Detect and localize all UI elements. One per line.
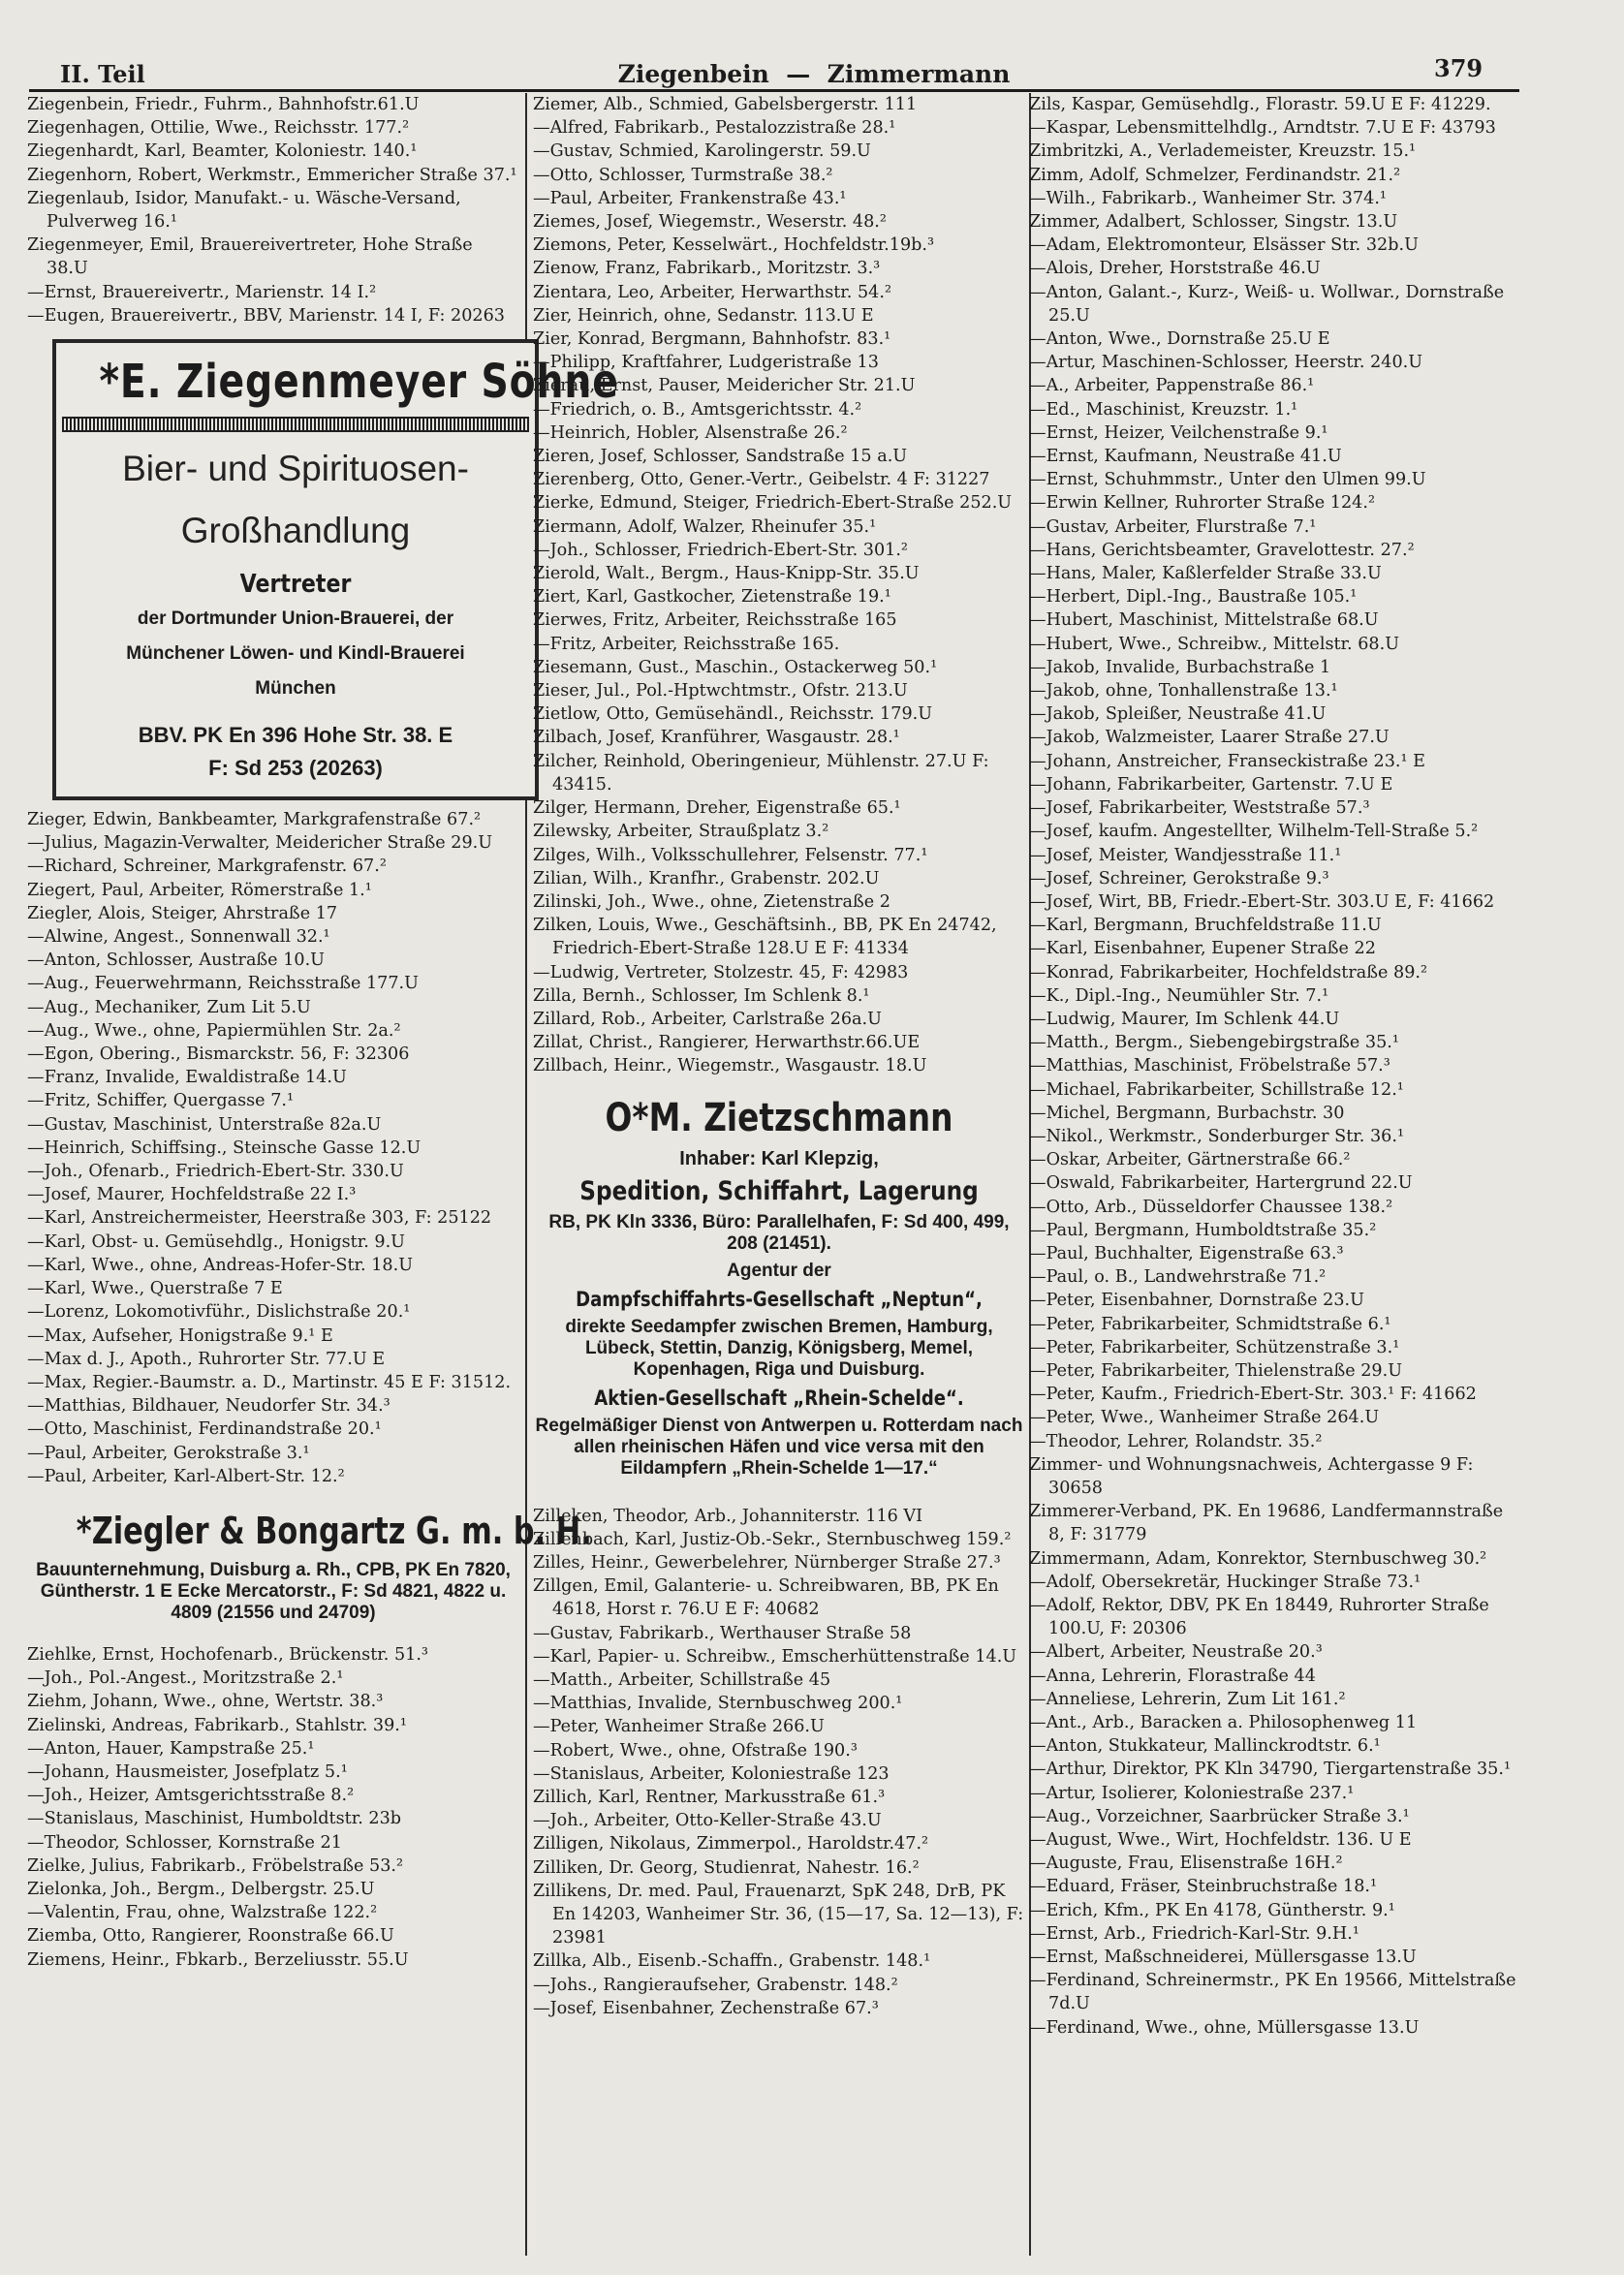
directory-entry: —Wilh., Fabrikarb., Wanheimer Str. 374.¹ xyxy=(1029,188,1387,208)
directory-entry: —Valentin, Frau, ohne, Walzstraße 122.² xyxy=(27,1903,378,1923)
directory-entry: —Michel, Bergmann, Burbachstr. 30 xyxy=(1029,1103,1345,1123)
directory-entry: —Ant., Arb., Baracken a. Philosophenweg 11 xyxy=(1029,1713,1418,1733)
directory-entry: Ziesemann, Gust., Maschin., Ostackerweg 50.¹ xyxy=(533,657,938,677)
directory-entry: Zillgen, Emil, Galanterie- u. Schreibwaren, BB, PK En 4618, Horst r. 76.U E F: 40682 xyxy=(533,1576,999,1620)
directory-entry: —Auguste, Frau, Elisenstraße 16H.² xyxy=(1029,1854,1343,1874)
directory-entry: —Paul, Buchhalter, Eigenstraße 63.³ xyxy=(1029,1243,1344,1263)
directory-entry: Zilinski, Joh., Wwe., ohne, Zietenstraße 2 xyxy=(533,891,890,912)
directory-entry: —Alois, Dreher, Horststraße 46.U xyxy=(1029,259,1321,279)
directory-entry: Zilian, Wilh., Kranfhr., Grabenstr. 202.U xyxy=(533,868,880,888)
directory-entry: —Adam, Elektromonteur, Elsässer Str. 32b.U xyxy=(1029,235,1419,256)
entry-list xyxy=(27,808,517,1488)
directory-entry: —Max, Aufseher, Honigstraße 9.¹ E xyxy=(27,1325,333,1346)
directory-entry: —Hubert, Maschinist, Mittelstraße 68.U xyxy=(1029,610,1379,631)
directory-entry: Zilligen, Nikolaus, Zimmerpol., Haroldstr.47.² xyxy=(533,1834,929,1854)
directory-entry: —Josef, Meister, Wandjesstraße 11.¹ xyxy=(1029,845,1342,865)
advert-owner: Inhaber: Karl Klepzig, xyxy=(679,1147,879,1169)
directory-entry: Zillat, Christ., Rangierer, Herwarthstr.66.UE xyxy=(533,1033,921,1053)
directory-entry: Ziegler, Alois, Steiger, Ahrstraße 17 xyxy=(27,903,338,923)
directory-entry: —Ernst, Arb., Friedrich-Karl-Str. 9.H.¹ xyxy=(1029,1923,1359,1944)
directory-entry: —Josef, Wirt, BB, Friedr.-Ebert-Str. 303.U E, F: 41662 xyxy=(1029,891,1495,912)
column-2 xyxy=(533,93,1025,2020)
directory-entry: —Karl, Eisenbahner, Eupener Straße 22 xyxy=(1029,939,1376,959)
directory-entry: —Paul, Arbeiter, Frankenstraße 43.¹ xyxy=(533,188,847,208)
directory-entry: —Heinrich, Hobler, Alsenstraße 26.² xyxy=(533,422,848,443)
directory-entry: —Paul, o. B., Landwehrstraße 71.² xyxy=(1029,1267,1327,1288)
directory-entry: —Adolf, Obersekretär, Huckinger Straße 73.¹ xyxy=(1029,1572,1421,1592)
directory-entry: Zilewsky, Arbeiter, Straußplatz 3.² xyxy=(533,822,829,842)
directory-entry: —Matth., Arbeiter, Schillstraße 45 xyxy=(533,1669,831,1690)
directory-entry: —Gustav, Schmied, Karolingerstr. 59.U xyxy=(533,141,871,162)
directory-entry: —Fritz, Schiffer, Quergasse 7.¹ xyxy=(27,1091,295,1111)
directory-entry: —Peter, Fabrikarbeiter, Thielenstraße 29.U xyxy=(1029,1360,1403,1381)
directory-entry: Zier, Konrad, Bergmann, Bahnhofstr. 83.¹ xyxy=(533,329,891,350)
directory-entry: Ziegenhardt, Karl, Beamter, Koloniestr. 140.¹ xyxy=(27,141,418,162)
directory-entry: —Karl, Wwe., Querstraße 7 E xyxy=(27,1279,283,1299)
directory-entry: —Robert, Wwe., ohne, Ofstraße 190.³ xyxy=(533,1740,858,1761)
directory-entry: Ziemons, Peter, Kesselwärt., Hochfeldstr.19b.³ xyxy=(533,235,935,256)
directory-entry: —Max, Regier.-Baumstr. a. D., Martinstr. 45 E F: 31512. xyxy=(27,1372,512,1392)
directory-entry: —August, Wwe., Wirt, Hochfeldstr. 136. U E xyxy=(1029,1830,1412,1851)
directory-entry: —Aug., Wwe., ohne, Papiermühlen Str. 2a.² xyxy=(27,1020,401,1041)
directory-entry: Zimmer, Adalbert, Schlosser, Singstr. 13.U xyxy=(1029,212,1398,233)
entry-list xyxy=(533,93,1025,1078)
directory-entry: —Anna, Lehrerin, Florastraße 44 xyxy=(1029,1666,1316,1686)
directory-entry: —Karl, Obst- u. Gemüsehdlg., Honigstr. 9.U xyxy=(27,1231,405,1252)
directory-entry: —Anneliese, Lehrerin, Zum Lit 161.² xyxy=(1029,1689,1346,1709)
directory-entry: Zillbach, Heinr., Wiegemstr., Wasgaustr. 18.U xyxy=(533,1056,927,1076)
directory-entry: —Peter, Fabrikarbeiter, Schützenstraße 3.¹ xyxy=(1029,1337,1400,1357)
directory-entry: Zillka, Alb., Eisenb.-Schaffn., Grabenstr. 148.¹ xyxy=(533,1951,931,1972)
directory-entry: —Anton, Galant.-, Kurz-, Weiß- u. Wollwar., Dornstraße 25.U xyxy=(1029,282,1505,326)
directory-entry: Zilla, Bernh., Schlosser, Im Schlenk 8.¹ xyxy=(533,985,870,1006)
entry-list xyxy=(27,93,517,327)
directory-entry: Zilger, Hermann, Dreher, Eigenstraße 65.¹ xyxy=(533,798,901,819)
directory-entry: —Otto, Arb., Düsseldorfer Chaussee 138.² xyxy=(1029,1197,1393,1217)
advert-services: Spedition, Schiffahrt, Lagerung xyxy=(579,1175,979,1206)
directory-entry: —Arthur, Direktor, PK Kln 34790, Tiergartenstraße 35.¹ xyxy=(1029,1760,1512,1780)
directory-entry: Zienow, Franz, Fabrikarb., Moritzstr. 3.³ xyxy=(533,259,881,279)
directory-entry: —Aug., Feuerwehrmann, Reichsstraße 177.U xyxy=(27,974,419,994)
directory-entry: —Max d. J., Apoth., Ruhrorter Str. 77.U E xyxy=(27,1349,386,1369)
directory-entry: Ziegenhagen, Ottilie, Wwe., Reichsstr. 177.² xyxy=(27,118,410,139)
directory-entry: —Johann, Fabrikarbeiter, Gartenstr. 7.U E xyxy=(1029,774,1393,795)
directory-entry: —Hans, Maler, Kaßlerfelder Straße 33.U xyxy=(1029,564,1382,584)
directory-entry: —Paul, Arbeiter, Karl-Albert-Str. 12.² xyxy=(27,1466,345,1486)
entry-list xyxy=(533,1505,1025,2020)
directory-entry: —Eugen, Brauereivertr., BBV, Marienstr. 14 I, F: 20263 xyxy=(27,305,505,326)
directory-entry: Zietlow, Otto, Gemüsehändl., Reichsstr. 179.U xyxy=(533,704,933,725)
advert-desc: Regelmäßiger Dienst von Antwerpen u. Rotterdam nach allen rheinischen Häfen und vice versa mit den Eildampfern „Rhein-Schelde 1—17.“ xyxy=(535,1415,1023,1479)
directory-entry: —Lorenz, Lokomotivführ., Dislichstraße 20.¹ xyxy=(27,1302,411,1323)
advert-title: O*M. Zietzschmann xyxy=(605,1095,953,1140)
directory-entry: —Josef, Eisenbahner, Zechenstraße 67.³ xyxy=(533,1998,879,2018)
directory-entry: Zillich, Karl, Rentner, Markusstraße 61.³ xyxy=(533,1787,886,1807)
directory-entry: —Ludwig, Vertreter, Stolzestr. 45, F: 42983 xyxy=(533,962,909,982)
directory-entry: —Gustav, Fabrikarb., Werthauser Straße 58 xyxy=(533,1623,912,1643)
directory-entry: Ziemens, Heinr., Fbkarb., Berzeliusstr. 55.U xyxy=(27,1949,409,1970)
directory-entry: —Gustav, Arbeiter, Flurstraße 7.¹ xyxy=(1029,516,1317,537)
directory-entry: —Alwine, Angest., Sonnenwall 32.¹ xyxy=(27,927,330,948)
directory-entry: —Paul, Arbeiter, Gerokstraße 3.¹ xyxy=(27,1443,310,1463)
directory-entry: —Aug., Vorzeichner, Saarbrücker Straße 3.¹ xyxy=(1029,1806,1410,1826)
directory-entry: —Artur, Isolierer, Koloniestraße 237.¹ xyxy=(1029,1783,1355,1803)
directory-entry: Zilles, Heinr., Gewerbelehrer, Nürnberger Straße 27.³ xyxy=(533,1552,1001,1573)
directory-entry: —Matthias, Invalide, Sternbuschweg 200.¹ xyxy=(533,1694,903,1714)
directory-entry: Zieger, Edwin, Bankbeamter, Markgrafenstraße 67.² xyxy=(27,810,482,830)
directory-entry: Ziemba, Otto, Rangierer, Roonstraße 66.U xyxy=(27,1926,394,1947)
directory-entry: Zilliken, Dr. Georg, Studienrat, Nahestr. 16.² xyxy=(533,1857,920,1878)
directory-entry: —Richard, Schreiner, Markgrafenstr. 67.² xyxy=(27,857,387,877)
advert-line: Bier- und Spirituosen- xyxy=(122,449,469,489)
directory-entry: —Erwin Kellner, Ruhrorter Straße 124.² xyxy=(1029,493,1376,514)
directory-entry: —Ernst, Kaufmann, Neustraße 41.U xyxy=(1029,447,1342,467)
directory-entry: —Josef, Fabrikarbeiter, Weststraße 57.³ xyxy=(1029,798,1370,819)
directory-entry: —Johs., Rangieraufseher, Grabenstr. 148.² xyxy=(533,1975,898,1995)
directory-entry: Zilleken, Theodor, Arb., Johanniterstr. 116 VI xyxy=(533,1506,923,1526)
directory-entry: Zielke, Julius, Fabrikarb., Fröbelstraße 53.² xyxy=(27,1855,404,1876)
directory-entry: —Nikol., Werkmstr., Sonderburger Str. 36.¹ xyxy=(1029,1126,1405,1146)
directory-entry: Zilges, Wilh., Volksschullehrer, Felsenstr. 77.¹ xyxy=(533,845,928,865)
directory-entry: —Artur, Maschinen-Schlosser, Heerstr. 240.U xyxy=(1029,353,1423,373)
directory-entry: Zierwes, Fritz, Arbeiter, Reichsstraße 165 xyxy=(533,610,897,631)
directory-entry: —Franz, Invalide, Ewaldistraße 14.U xyxy=(27,1068,347,1088)
directory-entry: —Heinrich, Schiffsing., Steinsche Gasse 12.U xyxy=(27,1138,422,1158)
directory-entry: —Ferdinand, Schreinermstr., PK En 19566, Mittelstraße 7d.U xyxy=(1029,1971,1516,2014)
directory-entry: —Albert, Arbeiter, Neustraße 20.³ xyxy=(1029,1642,1323,1663)
directory-entry: —Johann, Hausmeister, Josefplatz 5.¹ xyxy=(27,1761,348,1782)
directory-entry: —Matthias, Maschinist, Fröbelstraße 57.³ xyxy=(1029,1056,1390,1076)
directory-entry: Zierau, Ernst, Pauser, Meidericher Str. 21.U xyxy=(533,376,916,396)
directory-entry: —Paul, Bergmann, Humboldtstraße 35.² xyxy=(1029,1220,1377,1240)
directory-entry: —Anton, Stukkateur, Mallinckrodtstr. 6.¹ xyxy=(1029,1736,1381,1757)
directory-entry: —Ludwig, Maurer, Im Schlenk 44.U xyxy=(1029,1009,1340,1029)
range-label: Ziegenbein — Zimmermann xyxy=(617,60,1011,88)
directory-entry: Ziehm, Johann, Wwe., ohne, Wertstr. 38.³ xyxy=(27,1692,384,1712)
directory-entry: Ziemes, Josef, Wiegemstr., Weserstr. 48.² xyxy=(533,212,887,233)
directory-entry: —Konrad, Fabrikarbeiter, Hochfeldstraße 89.² xyxy=(1029,962,1428,982)
directory-entry: Zierke, Edmund, Steiger, Friedrich-Ebert-Straße 252.U xyxy=(533,493,1013,514)
directory-entry: —Oswald, Fabrikarbeiter, Hartergrund 22.U xyxy=(1029,1173,1413,1194)
directory-entry: Ziegenmeyer, Emil, Brauereivertreter, Hohe Straße 38.U xyxy=(27,235,473,279)
advert-company: Dampfschiffahrts-Gesellschaft „Neptun“, xyxy=(576,1287,983,1311)
directory-entry: —Julius, Magazin-Verwalter, Meidericher Straße 29.U xyxy=(27,833,493,854)
directory-entry: Zilbach, Josef, Kranführer, Wasgaustr. 28.¹ xyxy=(533,728,900,748)
advert-ziegler-bongartz xyxy=(27,1509,592,1624)
page-header xyxy=(0,0,1624,97)
directory-entry: —Jakob, ohne, Tonhallenstraße 13.¹ xyxy=(1029,681,1338,701)
directory-entry: —Oskar, Arbeiter, Gärtnerstraße 66.² xyxy=(1029,1150,1351,1170)
directory-entry: Ziegenbein, Friedr., Fuhrm., Bahnhofstr.61.U xyxy=(27,95,420,114)
directory-entry: —Ed., Maschinist, Kreuzstr. 1.¹ xyxy=(1029,399,1298,420)
directory-entry: Zierenberg, Otto, Gener.-Vertr., Geibelstr. 4 F: 31227 xyxy=(533,470,990,490)
directory-entry: —Adolf, Rektor, DBV, PK En 18449, Ruhrorter Straße 100.U, F: 20306 xyxy=(1029,1596,1489,1639)
advert-ziegenmeyer xyxy=(52,339,619,800)
directory-entry: Ziehlke, Ernst, Hochofenarb., Brückenstr. 51.³ xyxy=(27,1644,428,1665)
advert-desc: RB, PK Kln 3336, Büro: Parallelhafen, F: Sd 400, 499, 208 (21451). xyxy=(548,1211,1010,1254)
directory-entry: —Josef, kaufm. Angestellter, Wilhelm-Tell-Straße 5.² xyxy=(1029,822,1479,842)
directory-entry: —Michael, Fabrikarbeiter, Schillstraße 12.¹ xyxy=(1029,1079,1404,1100)
page-number: 379 xyxy=(1434,54,1483,82)
directory-entry: —Anton, Schlosser, Austraße 10.U xyxy=(27,951,325,971)
entry-list xyxy=(27,1643,517,1972)
directory-entry: Zielinski, Andreas, Fabrikarb., Stahlstr. 39.¹ xyxy=(27,1715,407,1735)
directory-entry: —Joh., Arbeiter, Otto-Keller-Straße 43.U xyxy=(533,1811,882,1831)
advert-contact: BBV. PK En 396 Hohe Str. 38. E xyxy=(138,723,453,748)
advert-desc: Münchener Löwen- und Kindl-Brauerei xyxy=(126,643,465,665)
directory-entry: —Ernst, Brauereivertr., Marienstr. 14 I.² xyxy=(27,282,377,302)
directory-entry: —Philipp, Kraftfahrer, Ludgeristraße 13 xyxy=(533,353,879,373)
directory-entry: —K., Dipl.-Ing., Neumühler Str. 7.¹ xyxy=(1029,985,1329,1006)
column-1 xyxy=(27,93,619,1972)
directory-entry: —Anton, Wwe., Dornstraße 25.U E xyxy=(1029,329,1330,350)
entry-list xyxy=(1029,93,1523,2040)
directory-entry: —Joh., Ofenarb., Friedrich-Ebert-Str. 330.U xyxy=(27,1162,404,1182)
directory-entry: —Hans, Gerichtsbeamter, Gravelottestr. 27.² xyxy=(1029,540,1415,560)
directory-entry: Zimbritzki, A., Verlademeister, Kreuzstr. 15.¹ xyxy=(1029,141,1417,162)
directory-entry: —Fritz, Arbeiter, Reichsstraße 165. xyxy=(533,634,840,654)
directory-entry: —Peter, Fabrikarbeiter, Schmidtstraße 6.¹ xyxy=(1029,1314,1391,1334)
directory-entry: —Kaspar, Lebensmittelhdlg., Arndtstr. 7.U E F: 43793 xyxy=(1029,118,1496,139)
directory-entry: —Josef, Schreiner, Gerokstraße 9.³ xyxy=(1029,868,1329,888)
directory-entry: —Stanislaus, Arbeiter, Koloniestraße 123 xyxy=(533,1763,890,1784)
advert-role: Vertreter xyxy=(239,570,352,600)
directory-entry: —Ernst, Maßschneiderei, Müllersgasse 13.U xyxy=(1029,1948,1417,1968)
directory-entry: Zientara, Leo, Arbeiter, Herwarthstr. 54.² xyxy=(533,282,891,302)
directory-entry: Ziemer, Alb., Schmied, Gabelsbergerstr. 111 xyxy=(533,95,918,114)
directory-entry: —Stanislaus, Maschinist, Humboldtstr. 23b xyxy=(27,1809,402,1829)
part-label: II. Teil xyxy=(60,60,145,88)
directory-entry: Ziegenhorn, Robert, Werkmstr., Emmericher Straße 37.¹ xyxy=(27,165,517,185)
directory-entry: Zilken, Louis, Wwe., Geschäftsinh., BB, PK En 24742, Friedrich-Ebert-Straße 128.U E F: 41334 xyxy=(533,916,997,959)
directory-entry: —Jakob, Invalide, Burbachstraße 1 xyxy=(1029,657,1331,677)
directory-entry: Zielonka, Joh., Bergm., Delbergstr. 25.U xyxy=(27,1879,375,1899)
advert-contact: F: Sd 253 (20263) xyxy=(208,756,383,781)
directory-entry: —Friedrich, o. B., Amtsgerichtsstr. 4.² xyxy=(533,399,862,420)
directory-entry: —Theodor, Schlosser, Kornstraße 21 xyxy=(27,1832,342,1853)
advert-stripe xyxy=(62,417,529,432)
directory-entry: Zimmer- und Wohnungsnachweis, Achtergasse 9 F: 30658 xyxy=(1029,1454,1474,1498)
directory-entry: —Peter, Wanheimer Straße 266.U xyxy=(533,1717,825,1737)
directory-entry: —Gustav, Maschinist, Unterstraße 82a.U xyxy=(27,1114,382,1135)
directory-entry: Zieser, Jul., Pol.-Hptwchtmstr., Ofstr. 213.U xyxy=(533,681,908,701)
directory-entry: —Herbert, Dipl.-Ing., Baustraße 105.¹ xyxy=(1029,587,1358,608)
directory-entry: Zieren, Josef, Schlosser, Sandstraße 15 a.U xyxy=(533,447,908,467)
directory-entry: Zillenbach, Karl, Justiz-Ob.-Sekr., Sternbuschweg 159.² xyxy=(533,1529,1012,1549)
advert-title: *Ziegler & Bongartz G. m. b. H. xyxy=(76,1509,592,1552)
directory-entry: Ziegert, Paul, Arbeiter, Römerstraße 1.¹ xyxy=(27,880,372,900)
advert-zietzschmann xyxy=(533,1096,1025,1480)
directory-entry: —Egon, Obering., Bismarckstr. 56, F: 32306 xyxy=(27,1044,410,1065)
directory-entry: —Anton, Hauer, Kampstraße 25.¹ xyxy=(27,1738,315,1759)
directory-entry: Zilcher, Reinhold, Oberingenieur, Mühlenstr. 27.U F: 43415. xyxy=(533,751,989,795)
advert-desc: der Dortmunder Union-Brauerei, der xyxy=(137,608,454,630)
header-rule xyxy=(29,89,1519,92)
directory-entry: Zierold, Walt., Bergm., Haus-Knipp-Str. 35.U xyxy=(533,564,920,584)
directory-entry: —Ernst, Heizer, Veilchenstraße 9.¹ xyxy=(1029,422,1328,443)
directory-entry: —Matthias, Bildhauer, Neudorfer Str. 34.³ xyxy=(27,1396,390,1417)
directory-entry: Zils, Kaspar, Gemüsehdlg., Florastr. 59.U E F: 41229. xyxy=(1029,95,1491,114)
directory-entry: —Peter, Eisenbahner, Dornstraße 23.U xyxy=(1029,1291,1364,1311)
directory-entry: —Jakob, Spleißer, Neustraße 41.U xyxy=(1029,704,1327,725)
advert-desc: München xyxy=(255,678,336,700)
directory-entry: —Karl, Wwe., ohne, Andreas-Hofer-Str. 18.U xyxy=(27,1255,414,1275)
directory-entry: —Karl, Bergmann, Bruchfeldstraße 11.U xyxy=(1029,916,1382,936)
advert-desc: Bauunternehmung, Duisburg a. Rh., CPB, PK En 7820, Güntherstr. 1 E Ecke Mercatorstr., F: Sd 4821, 4822 u. 4809 (21556 und 24709) xyxy=(36,1559,511,1623)
directory-entry: Zimm, Adolf, Schmelzer, Ferdinandstr. 21.² xyxy=(1029,165,1401,185)
directory-entry: Zier, Heinrich, ohne, Sedanstr. 113.U E xyxy=(533,305,874,326)
directory-entry: Zimmermann, Adam, Konrektor, Sternbuschweg 30.² xyxy=(1029,1548,1487,1569)
directory-entry: —Karl, Anstreichermeister, Heerstraße 303, F: 25122 xyxy=(27,1208,492,1229)
directory-entry: —Otto, Schlosser, Turmstraße 38.² xyxy=(533,165,833,185)
directory-entry: —Karl, Papier- u. Schreibw., Emscherhüttenstraße 14.U xyxy=(533,1646,1017,1667)
advert-title: *E. Ziegenmeyer Söhne xyxy=(99,355,619,410)
directory-entry: Zillard, Rob., Arbeiter, Carlstraße 26a.U xyxy=(533,1009,882,1029)
column-3 xyxy=(1029,93,1523,2040)
directory-entry: —Otto, Maschinist, Ferdinandstraße 20.¹ xyxy=(27,1419,382,1440)
directory-entry: —Ernst, Schuhmmstr., Unter den Ulmen 99.U xyxy=(1029,470,1426,490)
directory-entry: Zimmerer-Verband, PK. En 19686, Landfermannstraße 8, F: 31779 xyxy=(1029,1502,1504,1545)
directory-entry: —Joh., Pol.-Angest., Moritzstraße 2.¹ xyxy=(27,1668,344,1689)
directory-entry: —Josef, Maurer, Hochfeldstraße 22 I.³ xyxy=(27,1185,357,1205)
directory-entry: Zillikens, Dr. med. Paul, Frauenarzt, SpK 248, DrB, PK En 14203, Wanheimer Str. 36, (15—17, Sa. 12—13), F: 23981 xyxy=(533,1881,1024,1948)
advert-desc: direkte Seedampfer zwischen Bremen, Hamburg, Lübeck, Stettin, Danzig, Königsberg, Memel, Kopenhagen, Riga und Duisburg. xyxy=(565,1316,993,1380)
directory-entry: —Aug., Mechaniker, Zum Lit 5.U xyxy=(27,997,311,1017)
directory-entry: Ziegenlaub, Isidor, Manufakt.- u. Wäsche-Versand, Pulverweg 16.¹ xyxy=(27,188,461,233)
directory-entry: —Alfred, Fabrikarb., Pestalozzistraße 28.¹ xyxy=(533,118,896,139)
advert-company: Aktien-Gesellschaft „Rhein-Schelde“. xyxy=(594,1386,964,1410)
directory-entry: Ziermann, Adolf, Walzer, Rheinufer 35.¹ xyxy=(533,516,877,537)
directory-entry: —Peter, Wwe., Wanheimer Straße 264.U xyxy=(1029,1408,1380,1428)
directory-entry: —A., Arbeiter, Pappenstraße 86.¹ xyxy=(1029,376,1315,396)
directory-entry: —Hubert, Wwe., Schreibw., Mittelstr. 68.U xyxy=(1029,634,1400,654)
directory-entry: —Joh., Heizer, Amtsgerichtsstraße 8.² xyxy=(27,1786,355,1806)
directory-entry: —Jakob, Walzmeister, Laarer Straße 27.U xyxy=(1029,728,1390,748)
advert-line: Großhandlung xyxy=(180,511,411,551)
directory-entry: —Ferdinand, Wwe., ohne, Müllersgasse 13.U xyxy=(1029,2017,1420,2038)
directory-entry: —Joh., Schlosser, Friedrich-Ebert-Str. 301.² xyxy=(533,540,908,560)
advert-desc: Agentur der xyxy=(727,1260,831,1281)
directory-entry: Ziert, Karl, Gastkocher, Zietenstraße 19.¹ xyxy=(533,587,891,608)
directory-entry: —Johann, Anstreicher, Franseckistraße 23.¹ E xyxy=(1029,751,1425,771)
directory-entry: —Peter, Kaufm., Friedrich-Ebert-Str. 303.¹ F: 41662 xyxy=(1029,1385,1477,1405)
directory-entry: —Theodor, Lehrer, Rolandstr. 35.² xyxy=(1029,1431,1323,1451)
directory-entry: —Matth., Bergm., Siebengebirgstraße 35.¹ xyxy=(1029,1033,1399,1053)
directory-entry: —Eduard, Fräser, Steinbruchstraße 18.¹ xyxy=(1029,1877,1378,1897)
directory-entry: —Erich, Kfm., PK En 4178, Güntherstr. 9.¹ xyxy=(1029,1900,1395,1920)
